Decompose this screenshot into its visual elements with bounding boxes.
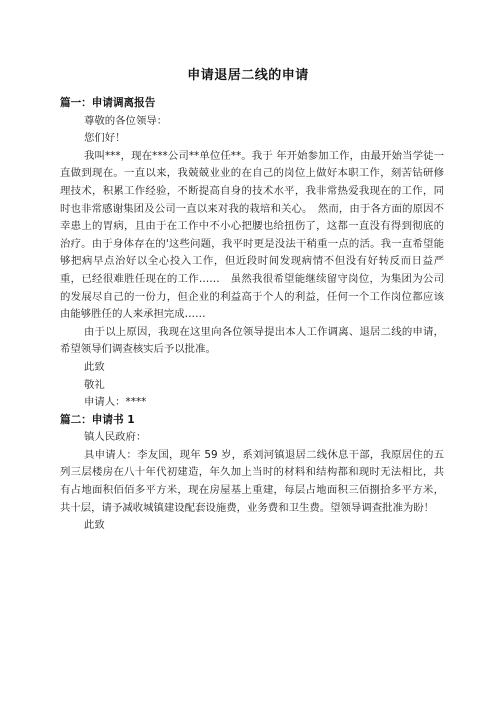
addressee: 镇人民政府： — [84, 431, 147, 444]
section-heading-1: 篇一：申请调离报告 — [60, 97, 156, 109]
applicant-signature: 申请人：**** — [84, 396, 147, 409]
closing-cizhi-2: 此致 — [84, 519, 105, 532]
closing-cizhi: 此致 — [84, 360, 105, 373]
body-paragraph-1: 我叫***，现在***公司**单位任**。我于 年开始参加工作，由最开始当学徒一直做到现在。一直以来，我兢兢业业的在自己的岗位上做好本职工作，刻苦钻研修理技术，积累工作经验，不断提高自身的技术水平，我非常热爱我现在的工作，同时也非常感谢集团及公司一直以来对我的栽培和关心。 然而，由于各方面的原因不幸患上的胃病，且由于在工作中不小心把腰也给扭伤了，这都一直没有得到彻底的治疗。由于身体存在的'这些问题，我平时更是没法干稍重一点的活。我一直希望能够把病早点治好以全心投入工作，但近段时间发现病情不但没有好转反而日益严重，已经很难胜任现在的工作…… 虽然我很希望能继续留守岗位，为集团为公司的发展尽自己的一份力，但企业的利益高于个人的利益，任何一个工作岗位都应该由能够胜任的人来承担完成…… — [60, 149, 444, 321]
greeting: 您们好！ — [84, 132, 126, 145]
document-body — [60, 95, 444, 535]
section-heading-2: 篇二：申请书 1 — [60, 413, 135, 426]
body-paragraph-2: 由于以上原因，我现在这里向各位领导提出本人工作调离、退居二线的申请，希望领导们调查核实后予以批准。 — [60, 325, 444, 356]
body-paragraph-3: 具申请人：李友国，现年 59 岁，系刘河镇退居二线休息干部，我原居住的五列三层楼房在八十年代初建造，年久加上当时的材料和结构都和现时无法相比，共有占地面积佰佰多平方米，现在房屋基上重建，每层占地面积三佰捌拾多平方米，共十层，请予减收城镇建设配套设施费，业务费和卫生费。望领导调查批准为盼！ — [60, 448, 444, 514]
document-title: 申请退居二线的申请 — [187, 68, 309, 83]
salutation: 尊敬的各位领导： — [84, 114, 168, 127]
closing-jingli: 敬礼 — [84, 378, 105, 391]
